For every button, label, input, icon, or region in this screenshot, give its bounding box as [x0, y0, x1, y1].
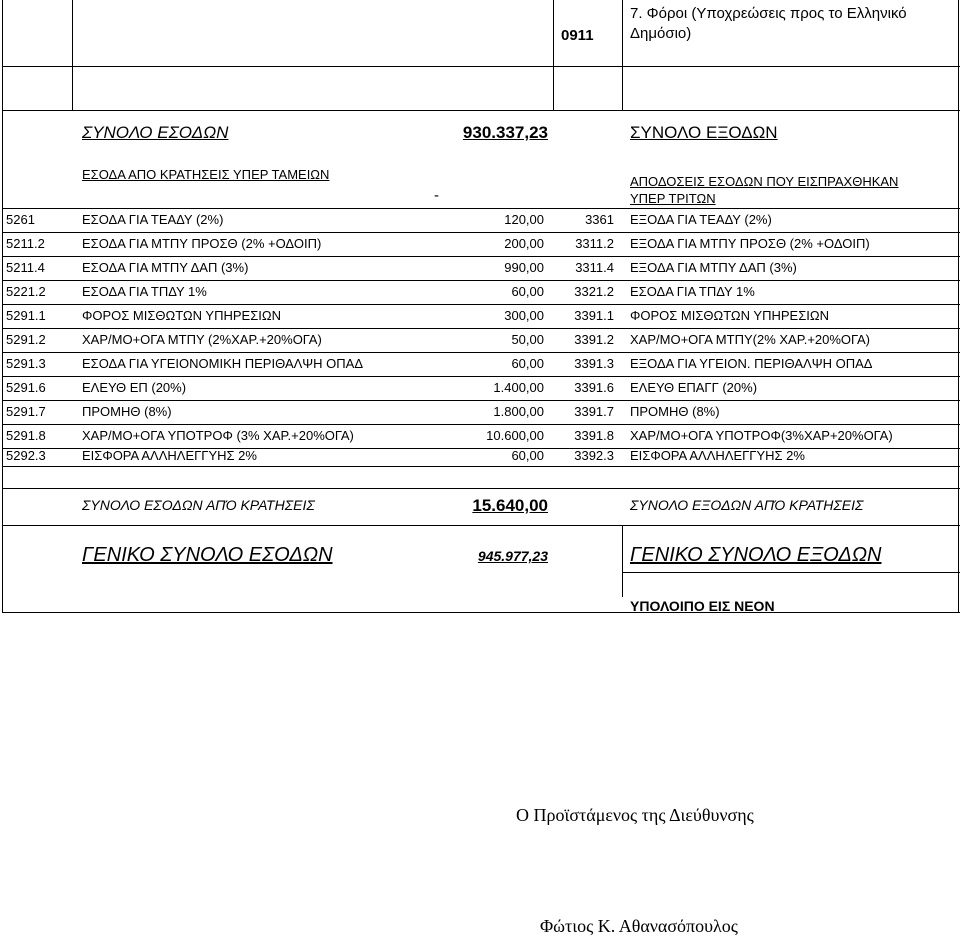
row-amount: 120,00 [504, 212, 544, 227]
row-description: ΕΙΣΦΟΡΑ ΑΛΛΗΛΕΓΓΥΗΣ 2% [82, 448, 257, 463]
row-line-balance [622, 572, 960, 573]
table-row [0, 377, 960, 400]
expense-section-title-line1: ΑΠΟΔΟΣΕΙΣ ΕΣΟΔΩΝ ΠΟΥ ΕΙΣΠΡΑΧΘΗΚΑΝ [630, 174, 899, 189]
row-amount: 300,00 [504, 308, 544, 323]
row-line-bottom [2, 612, 960, 613]
table-row [0, 329, 960, 352]
column-divider-2 [553, 0, 554, 110]
withholding-income-label: ΣΥΝΟΛΟ ΕΣΟΔΩΝ ΑΠΌ ΚΡΑΤΗΣΕΙΣ [82, 497, 315, 513]
row-description: ΕΣΟΔΑ ΓΙΑ ΥΓΕΙΟΝΟΜΙΚΗ ΠΕΡΙΘΑΛΨΗ ΟΠΑΔ [82, 356, 364, 371]
row-line-top [2, 66, 960, 67]
row-description2: ΕΞΟΔΑ ΓΙΑ ΜΤΠΥ ΔΑΠ (3%) [630, 260, 797, 275]
row-amount: 60,00 [511, 356, 544, 371]
row-code2: 3391.6 [574, 380, 614, 395]
row-amount: 10.600,00 [486, 428, 544, 443]
row-line-header [2, 110, 960, 111]
row-code: 5291.6 [6, 380, 46, 395]
table-row [0, 257, 960, 280]
income-section-title: ΕΣΟΔΑ ΑΠΟ ΚΡΑΤΗΣΕΙΣ ΥΠΕΡ ΤΑΜΕΙΩΝ [82, 167, 330, 182]
total-income-label: ΣΥΝΟΛΟ ΕΣΟΔΩΝ [82, 123, 229, 142]
table-row [0, 233, 960, 256]
row-description2: ΕΞΟΔΑ ΓΙΑ ΤΕΑΔΥ (2%) [630, 212, 772, 227]
row-code: 5291.7 [6, 404, 46, 419]
table-row [0, 281, 960, 304]
row-description: ΧΑΡ/ΜΟ+ΟΓΑ ΜΤΠΥ (2%ΧΑΡ.+20%ΟΓΑ) [82, 332, 322, 347]
header-description-line2: Δημόσιο) [630, 25, 692, 42]
grand-income-value: 945.977,23 [477, 548, 548, 564]
row-code2: 3391.3 [574, 356, 614, 371]
row-description2: ΕΙΣΦΟΡΑ ΑΛΛΗΛΕΓΓΥΗΣ 2% [630, 448, 805, 463]
table-row [0, 353, 960, 376]
column-divider-3 [622, 0, 623, 110]
row-amount: 60,00 [511, 448, 544, 463]
header-code: 0911 [561, 27, 594, 44]
row-code: 5291.3 [6, 356, 46, 371]
row-description2: ΕΞΟΔΑ ΓΙΑ ΥΓΕΙΟΝ. ΠΕΡΙΘΑΛΨΗ ΟΠΑΔ [630, 356, 873, 371]
grand-expense-label: ΓΕΝΙΚΟ ΣΥΝΟΛΟ ΕΞΟΔΩΝ [630, 544, 882, 566]
row-line-grand [2, 525, 960, 526]
row-code2: 3311.4 [575, 260, 614, 275]
row-code: 5211.2 [6, 236, 45, 251]
table-row [0, 209, 960, 232]
row-description: ΕΣΟΔΑ ΓΙΑ ΜΤΠΥ ΠΡΟΣΘ (2% +ΟΔΟΙΠ) [82, 236, 322, 251]
row-description2: ΠΡΟΜΗΘ (8%) [630, 404, 720, 419]
row-description2: ΕΣΟΔΑ ΓΙΑ ΤΠΔΥ 1% [630, 284, 755, 299]
row-description2: ΧΑΡ/ΜΟ+ΟΓΑ ΜΤΠΥ(2% ΧΑΡ.+20%ΟΓΑ) [630, 332, 871, 347]
row-code2: 3391.7 [574, 404, 614, 419]
row-description: ΕΛΕΥΘ ΕΠ (20%) [82, 380, 187, 395]
row-code: 5221.2 [6, 284, 46, 299]
signature-title: Ο Προϊστάμενος της Διεύθυνσης [516, 805, 754, 825]
balance-label: ΥΠΟΛΟΙΠΟ ΕΙΣ ΝΕΟΝ [630, 598, 775, 614]
grand-income-label: ΓΕΝΙΚΟ ΣΥΝΟΛΟ ΕΣΟΔΩΝ [82, 544, 333, 566]
row-description2: ΕΛΕΥΘ ΕΠΑΓΓ (20%) [630, 380, 758, 395]
row-description: ΕΣΟΔΑ ΓΙΑ ΤΕΑΔΥ (2%) [82, 212, 224, 227]
row-code2: 3391.2 [574, 332, 614, 347]
row-code: 5292.3 [6, 448, 46, 463]
row-code2: 3361 [585, 212, 614, 227]
row-code: 5291.8 [6, 428, 46, 443]
row-description2: ΧΑΡ/ΜΟ+ΟΓΑ ΥΠΟΤΡΟΦ(3%ΧΑΡ+20%ΟΓΑ) [630, 428, 893, 443]
row-description: ΕΣΟΔΑ ΓΙΑ ΤΠΔΥ 1% [82, 284, 207, 299]
signature-name: Φώτιος Κ. Αθανασόπουλος [540, 916, 738, 936]
column-divider-1 [72, 0, 73, 110]
row-description: ΧΑΡ/ΜΟ+ΟΓΑ ΥΠΟΤΡΟΦ (3% ΧΑΡ.+20%ΟΓΑ) [82, 428, 354, 443]
section-dash: - [434, 187, 439, 204]
row-code2: 3392.3 [574, 448, 614, 463]
total-income-value: 930.337,23 [462, 123, 548, 142]
row-code2: 3391.1 [574, 308, 614, 323]
row-description: ΕΣΟΔΑ ΓΙΑ ΜΤΠΥ ΔΑΠ (3%) [82, 260, 249, 275]
row-code: 5211.4 [6, 260, 45, 275]
row-amount: 1.400,00 [493, 380, 544, 395]
withholding-income-value: 15.640,00 [472, 496, 548, 515]
row-code2: 3311.2 [575, 236, 614, 251]
row-amount: 1.800,00 [493, 404, 544, 419]
table-row [0, 305, 960, 328]
row-amount: 50,00 [511, 332, 544, 347]
row-description2: ΕΞΟΔΑ ΓΙΑ ΜΤΠΥ ΠΡΟΣΘ (2% +ΟΔΟΙΠ) [630, 236, 870, 251]
row-description: ΠΡΟΜΗΘ (8%) [82, 404, 172, 419]
table-row [0, 445, 960, 468]
row-code: 5261 [6, 212, 35, 227]
row-code: 5291.1 [6, 308, 46, 323]
row-code: 5291.2 [6, 332, 46, 347]
row-amount: 990,00 [504, 260, 544, 275]
expense-section-title-line2: ΥΠΕΡ ΤΡΙΤΩΝ [630, 191, 716, 206]
row-amount: 200,00 [504, 236, 544, 251]
withholding-expense-label: ΣΥΝΟΛΟ ΕΞΟΔΩΝ ΑΠΌ ΚΡΑΤΗΣΕΙΣ [630, 497, 864, 513]
row-description2: ΦΟΡΟΣ ΜΙΣΘΩΤΩΝ ΥΠΗΡΕΣΙΩΝ [630, 308, 829, 323]
row-line-withholding [2, 488, 960, 489]
table-row [0, 401, 960, 424]
row-amount: 60,00 [511, 284, 544, 299]
header-description-line1: 7. Φόροι (Υποχρεώσεις προς το Ελληνικό [630, 5, 907, 22]
total-expense-label: ΣΥΝΟΛΟ ΕΞΟΔΩΝ [630, 123, 778, 142]
row-description: ΦΟΡΟΣ ΜΙΣΘΩΤΩΝ ΥΠΗΡΕΣΙΩΝ [82, 308, 281, 323]
row-code2: 3321.2 [574, 284, 614, 299]
column-divider-4 [622, 525, 623, 597]
row-code2: 3391.8 [574, 428, 614, 443]
